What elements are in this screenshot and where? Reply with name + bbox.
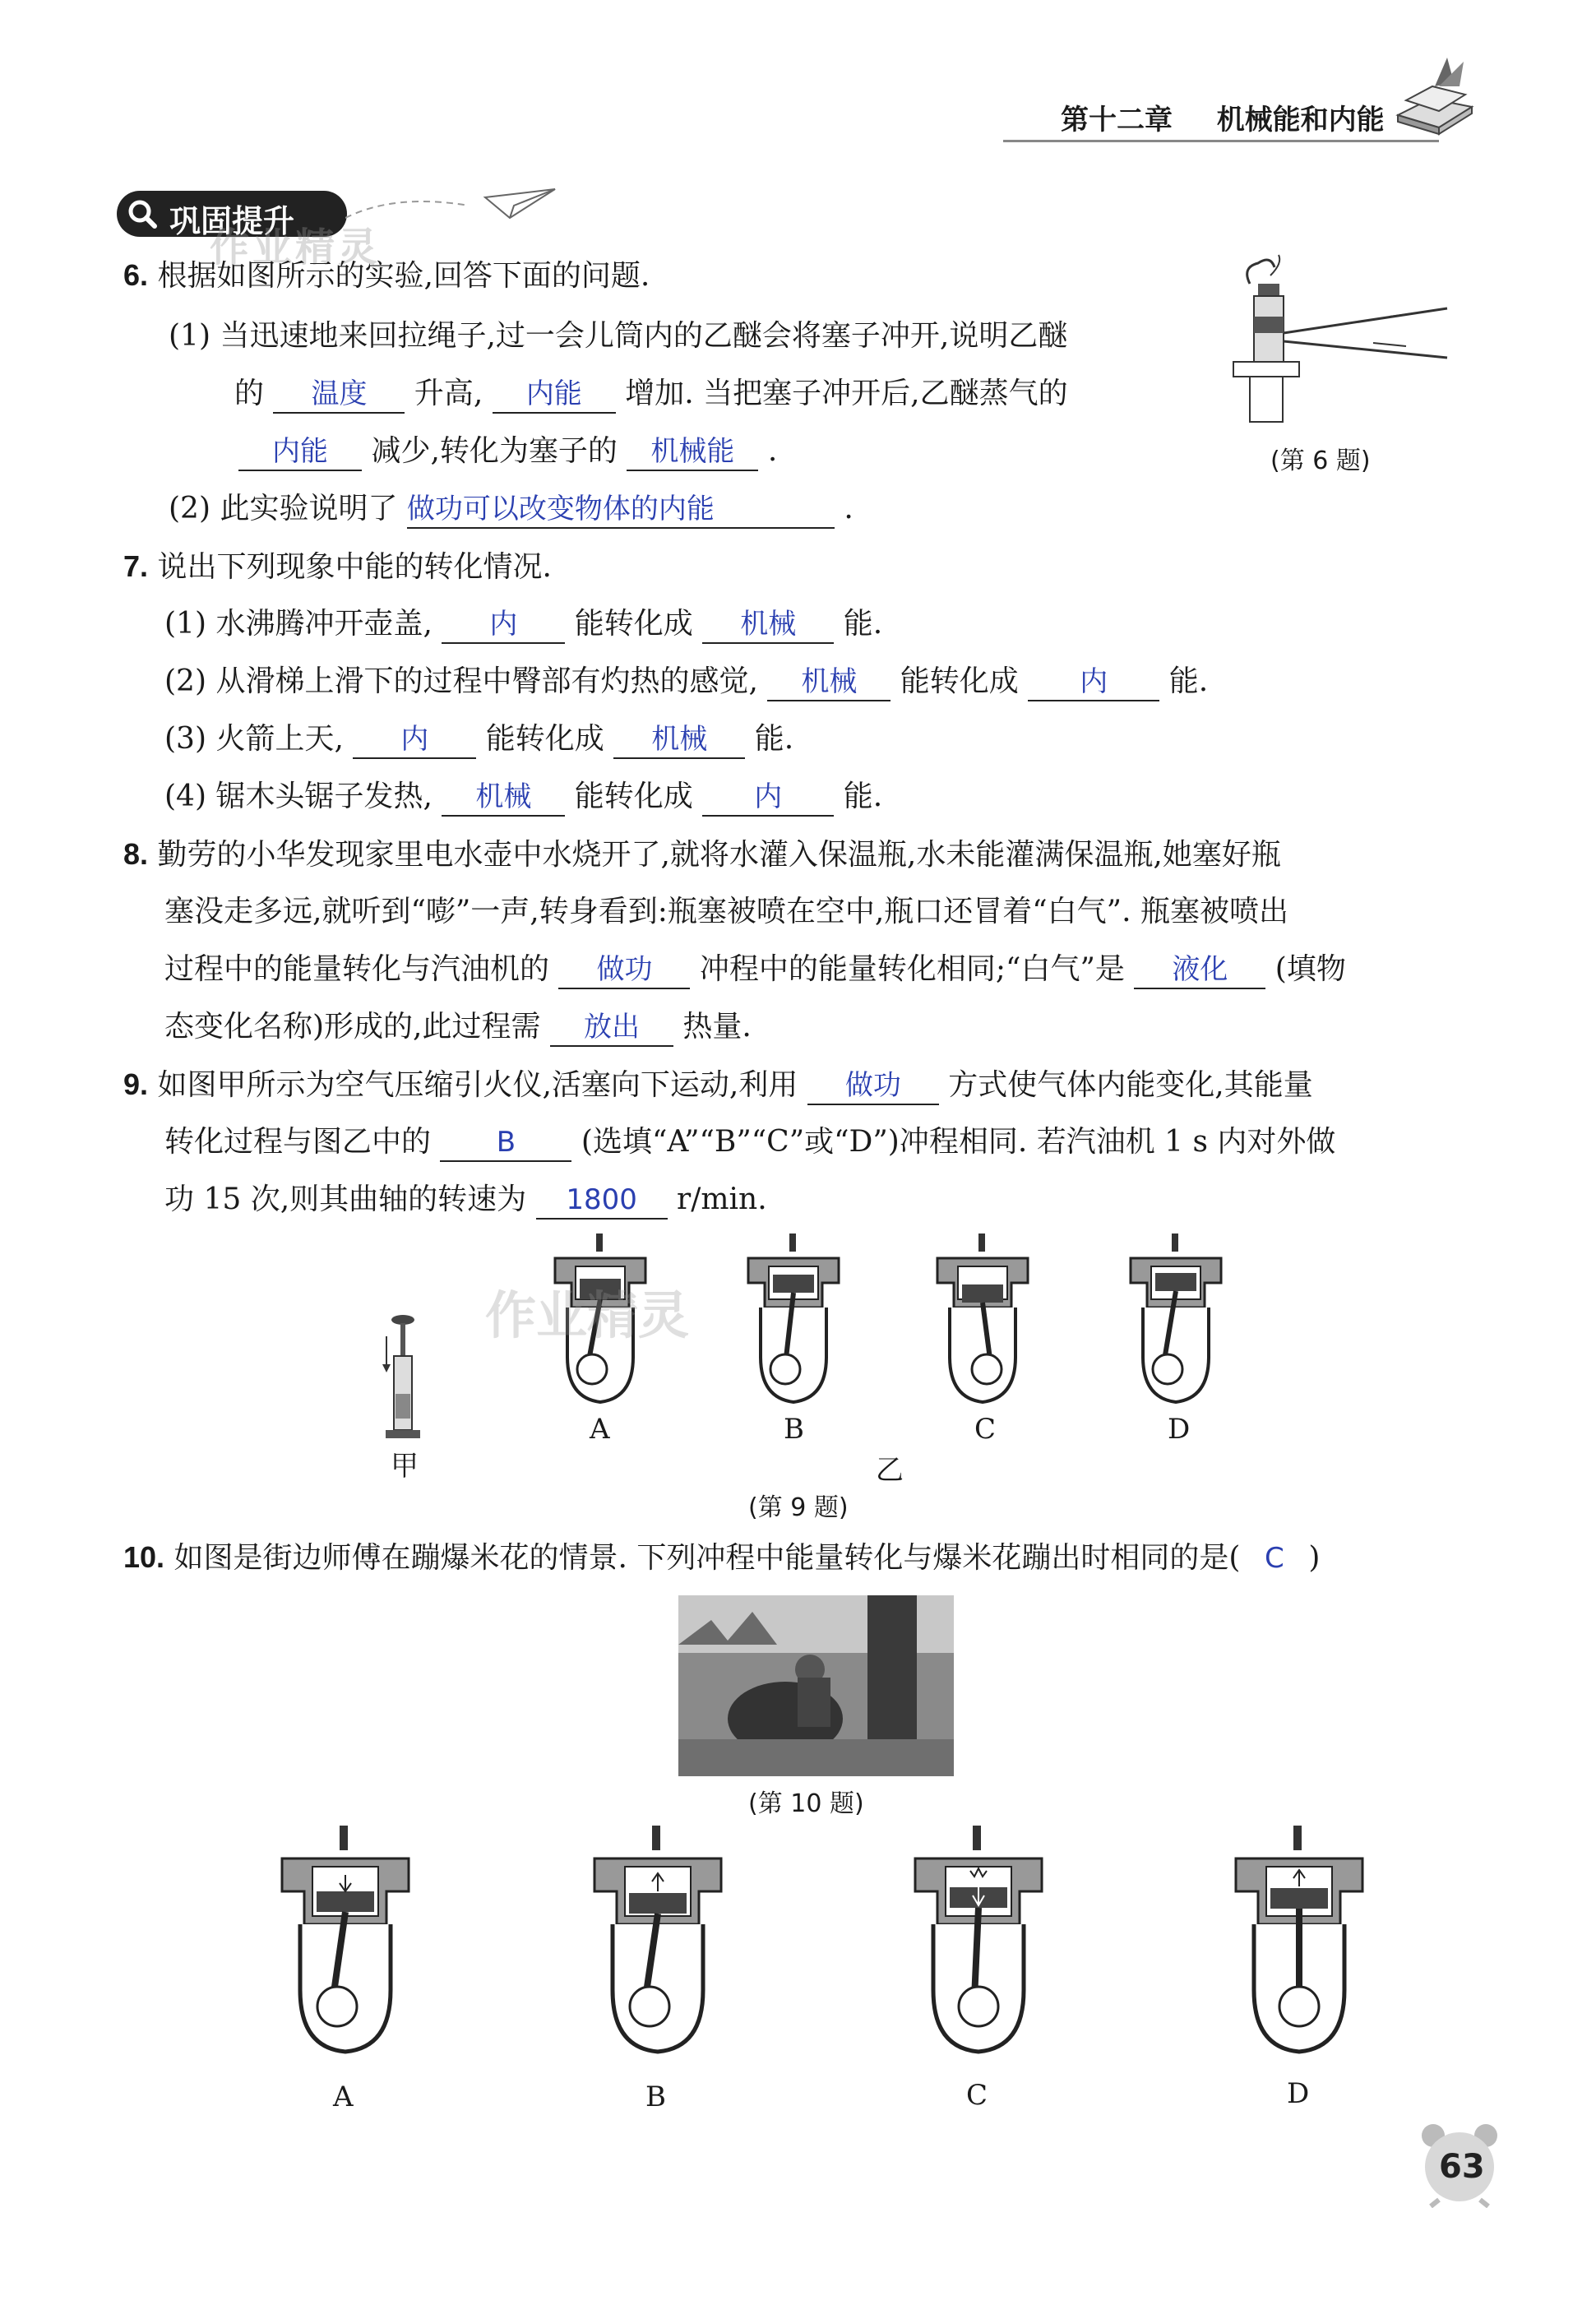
header-rule bbox=[1003, 140, 1439, 142]
text: . bbox=[844, 492, 854, 525]
q9-line-2 bbox=[164, 1124, 1335, 1162]
text: 减少,转化为塞子的 bbox=[371, 434, 618, 468]
q8-answer-2: 液化 bbox=[1134, 951, 1265, 989]
engine-figure-q10-a bbox=[275, 1826, 415, 2072]
q6-part1-line3 bbox=[238, 433, 777, 471]
q6-number: 6. bbox=[123, 258, 149, 292]
text: (1) 水沸腾冲开壶盖, bbox=[164, 607, 433, 641]
watermark: 作业精灵 bbox=[210, 224, 382, 271]
q10-caption: (第 10 题) bbox=[748, 1789, 864, 1818]
q10-label-d: D bbox=[1287, 2077, 1310, 2110]
text: 增加. 当把塞子冲开后,乙醚蒸气的 bbox=[625, 377, 1068, 410]
text: (3) 火箭上天, bbox=[164, 722, 344, 756]
chapter-header bbox=[1061, 97, 1385, 137]
text: (2) 此实验说明了 bbox=[169, 492, 398, 525]
text: 能转化成 bbox=[900, 664, 1019, 698]
q7-answer-4a: 机械 bbox=[442, 779, 565, 817]
q10-stem bbox=[123, 1539, 1320, 1576]
text: 冲程中的能量转化相同;“白气”是 bbox=[699, 952, 1125, 986]
text: 转化过程与图乙中的 bbox=[164, 1125, 432, 1159]
q9-label-d: D bbox=[1168, 1413, 1191, 1446]
q7-answer-4b: 内 bbox=[702, 779, 834, 817]
text: 能. bbox=[754, 722, 794, 756]
q9-answer-3: 1800 bbox=[536, 1182, 668, 1220]
engine-figure-q10-c bbox=[909, 1826, 1048, 2072]
q8-line-2: 塞没走多远,就听到“嘭”一声,转身看到:瓶塞被喷在空中,瓶口还冒着“白气”. 瓶塞被喷出 bbox=[164, 895, 1288, 928]
q9-caption: (第 9 题) bbox=[748, 1493, 849, 1522]
q6-answer-3: 内能 bbox=[238, 433, 362, 471]
label-yi: 乙 bbox=[876, 1454, 904, 1487]
text: 如图是街边师傅在蹦爆米花的情景. 下列冲程中能量转化与爆米花蹦出时相同的是( bbox=[173, 1541, 1241, 1575]
q7-answer-1a: 内 bbox=[442, 606, 565, 644]
chapter-title: 机械能和内能 bbox=[1216, 104, 1385, 137]
q6-answer-4: 机械能 bbox=[627, 433, 758, 471]
q7-stem-text: 说出下列现象中能的转化情况. bbox=[157, 550, 552, 584]
engine-figure-q9-c bbox=[929, 1233, 1036, 1414]
q9-answer-1: 做功 bbox=[807, 1067, 939, 1105]
text: 过程中的能量转化与汽油机的 bbox=[164, 952, 550, 986]
q9-label-b: B bbox=[784, 1413, 804, 1446]
q9-answer-2: B bbox=[440, 1124, 571, 1162]
q6-figure bbox=[1225, 251, 1455, 440]
text: 勤劳的小华发现家里电水壶中水烧开了,就将水灌入保温瓶,水未能灌满保温瓶,她塞好瓶 bbox=[157, 838, 1281, 872]
text: 的 bbox=[234, 377, 265, 410]
text: 热量. bbox=[682, 1010, 752, 1044]
text: (填物 bbox=[1274, 952, 1346, 986]
q10-answer: C bbox=[1265, 1542, 1284, 1575]
magnifier-icon bbox=[125, 197, 161, 230]
popcorn-photo bbox=[678, 1595, 954, 1776]
q9-line-3 bbox=[164, 1182, 767, 1220]
q8-answer-3: 放出 bbox=[550, 1009, 673, 1047]
text: 能转化成 bbox=[485, 722, 604, 756]
engine-figure-q9-b bbox=[740, 1233, 847, 1414]
text: 如图甲所示为空气压缩引火仪,活塞向下运动,利用 bbox=[157, 1068, 798, 1102]
q7-number: 7. bbox=[123, 549, 149, 583]
text: r/min. bbox=[677, 1183, 767, 1216]
q8-line-1 bbox=[123, 836, 1281, 873]
q6-part2 bbox=[169, 491, 854, 529]
q7-stem bbox=[123, 548, 552, 586]
q7-item-2 bbox=[164, 664, 1208, 701]
q6-answer-1: 温度 bbox=[273, 376, 405, 414]
fire-syringe-figure bbox=[374, 1312, 432, 1443]
q6-answer-5: 做功可以改变物体的内能 bbox=[407, 491, 835, 529]
q6-caption: (第 6 题) bbox=[1270, 447, 1371, 475]
q7-item-3 bbox=[164, 721, 793, 759]
engine-figure-q10-d bbox=[1229, 1826, 1369, 2072]
q6-part1-line2 bbox=[234, 376, 1068, 414]
text: 能转化成 bbox=[574, 607, 693, 641]
text: 功 15 次,则其曲轴的转速为 bbox=[164, 1183, 527, 1216]
q10-label-b: B bbox=[645, 2081, 666, 2113]
q6-stem bbox=[123, 257, 650, 294]
q6-stem-text: 根据如图所示的实验,回答下面的问题. bbox=[157, 259, 650, 293]
section-title: 巩固提升 bbox=[169, 203, 295, 239]
q6-answer-2: 内能 bbox=[493, 376, 616, 414]
chapter-number: 第十二章 bbox=[1061, 104, 1173, 137]
q9-line-1 bbox=[123, 1067, 1313, 1105]
text: 升高, bbox=[414, 377, 483, 410]
q8-answer-1: 做功 bbox=[558, 951, 690, 989]
watermark-2: 作业精灵 bbox=[485, 1285, 690, 1345]
text: 态变化名称)形成的,此过程需 bbox=[164, 1010, 541, 1044]
text: ) bbox=[1308, 1541, 1321, 1575]
q9-label-a: A bbox=[590, 1413, 610, 1446]
q10-label-c: C bbox=[966, 2079, 988, 2112]
text: . bbox=[767, 434, 778, 468]
books-icon bbox=[1390, 49, 1480, 140]
text: (2) 从滑梯上滑下的过程中臀部有灼热的感觉, bbox=[164, 664, 758, 698]
engine-figure-q10-b bbox=[588, 1826, 728, 2072]
q9-number: 9. bbox=[123, 1067, 149, 1101]
q10-label-a: A bbox=[333, 2081, 354, 2113]
text: 方式使气体内能变化,其能量 bbox=[948, 1068, 1313, 1102]
page-number: 63 bbox=[1439, 2148, 1485, 2186]
q7-answer-3b: 机械 bbox=[613, 721, 745, 759]
q8-line-4 bbox=[164, 1009, 752, 1047]
q7-item-4 bbox=[164, 779, 882, 817]
q7-answer-2b: 内 bbox=[1028, 664, 1159, 701]
q10-number: 10. bbox=[123, 1540, 165, 1574]
label-jia: 甲 bbox=[391, 1450, 419, 1483]
q9-label-c: C bbox=[974, 1413, 997, 1446]
q6-part1-line1: (1) 当迅速地来回拉绳子,过一会儿筒内的乙醚会将塞子冲开,说明乙醚 bbox=[169, 319, 1068, 353]
q7-answer-1b: 机械 bbox=[702, 606, 834, 644]
text: 能. bbox=[843, 780, 883, 813]
q7-answer-2a: 机械 bbox=[767, 664, 891, 701]
engine-figure-q9-d bbox=[1122, 1233, 1229, 1414]
text: (4) 锯木头锯子发热, bbox=[164, 780, 433, 813]
q8-line-3 bbox=[164, 951, 1346, 989]
q7-item-1 bbox=[164, 606, 882, 644]
text: (选填“A”“B”“C”或“D”)冲程相同. 若汽油机 1 s 内对外做 bbox=[581, 1125, 1336, 1159]
text: 能. bbox=[1168, 664, 1209, 698]
text: 能. bbox=[843, 607, 883, 641]
q8-number: 8. bbox=[123, 837, 149, 871]
text: 能转化成 bbox=[574, 780, 693, 813]
q7-answer-3a: 内 bbox=[353, 721, 476, 759]
